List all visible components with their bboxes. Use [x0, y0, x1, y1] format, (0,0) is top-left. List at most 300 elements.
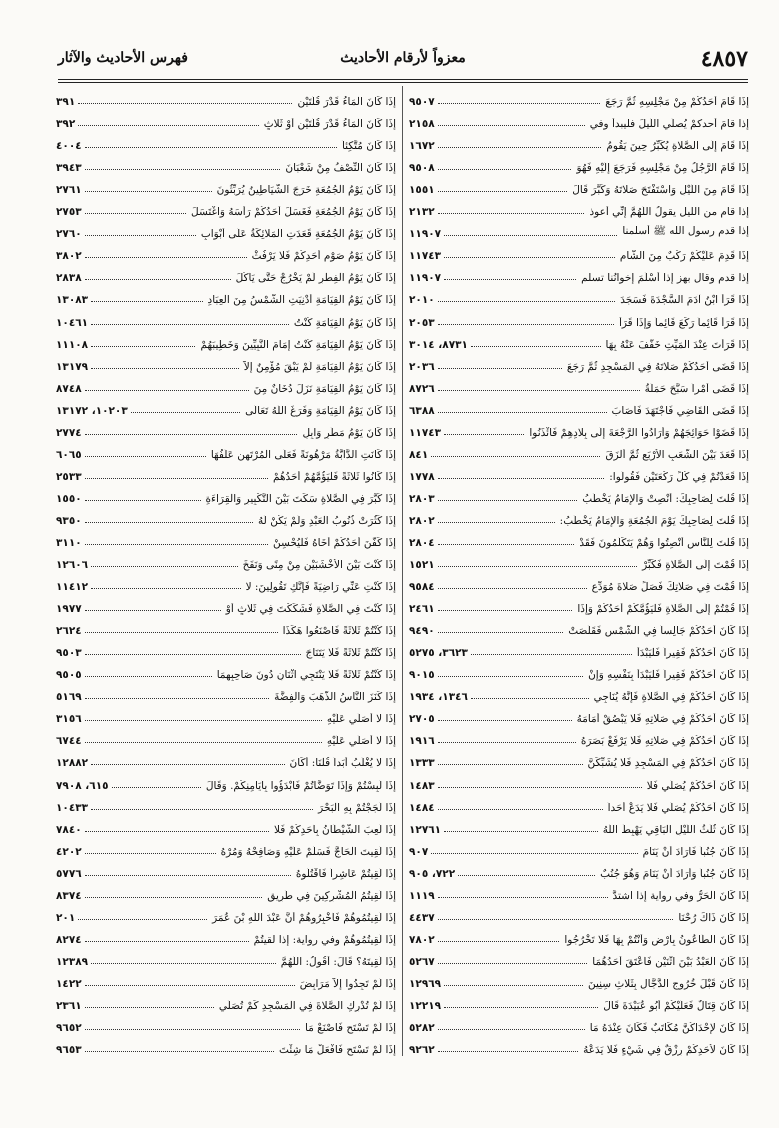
hadith-number: ٧٢٢، ٩٠٥	[409, 867, 456, 880]
index-entry	[56, 682, 396, 704]
hadith-number: ٣٨٠٢	[56, 250, 82, 263]
index-entry	[409, 793, 749, 815]
hadith-number: ٢٠١٠	[409, 294, 435, 307]
index-entry	[409, 925, 749, 947]
hadith-incipit: إِذَا لَقِيتَهُ؟ قَالَ: أَقُولُ: اللَّهُمَّ	[280, 955, 396, 968]
hadith-incipit: إِذَا قُمْتَ فِي صَلاتِكَ فَصَلِّ صَلاةَ مُوَدِّعٍ	[591, 581, 749, 594]
index-entry	[409, 837, 749, 859]
leader-dots	[438, 632, 564, 633]
hadith-incipit: إِذَا كَانَ قَبْلَ خُرُوجِ الدَّجَّالِ بِثَلاثِ سِنِينَ	[587, 977, 749, 990]
index-entry	[409, 903, 749, 925]
index-entry	[409, 881, 749, 903]
hadith-number: ٢٦٢٤	[56, 625, 82, 638]
hadith-incipit: إِذَا كَانَ أَحَدُكُمْ فِي الصَّلاةِ فَإِنَّهُ يُنَاجِي	[593, 691, 749, 704]
index-entry	[56, 1035, 396, 1057]
hadith-number: ١٢٣٨٩	[56, 955, 89, 968]
hadith-number: ٣٩٤٣	[56, 162, 82, 175]
hadith-incipit: إِذَا كُنْتُمْ ثَلاثَةً فَاصْنَعُوا هَكَذَا	[282, 625, 396, 638]
hadith-incipit: إِذَا قَضَى أَحَدُكُمْ صَلاتَهُ فِي الْمَسْجِدِ ثُمَّ رَجَعَ	[566, 360, 749, 373]
leader-dots	[438, 368, 562, 369]
index-entry	[56, 859, 396, 881]
hadith-incipit: إِذَا لَمْ تَجِدُوا إِلاَّ مَرَابِضَ	[299, 977, 396, 990]
hadith-number: ٢٣٦١	[56, 999, 82, 1012]
hadith-incipit: إِذَا لَمْ تَسْتَحِ فَافْعَلْ مَا شِئْتَ	[279, 1044, 396, 1057]
hadith-number: ٩٤٩٠	[409, 625, 435, 638]
leader-dots	[85, 941, 249, 942]
leader-dots	[91, 368, 239, 369]
hadith-number: ٩٣٥٠	[56, 514, 82, 527]
hadith-incipit: إِذَا قَامَ الرَّجُلُ مِنْ مَجْلِسِهِ فَرَجَعَ إِلَيْهِ فَهُوَ	[576, 162, 749, 175]
hadith-incipit: إِذَا كَثُرَتْ ذُنُوبُ الْعَبْدِ وَلَمْ يَكُنْ لَهُ	[258, 514, 396, 527]
hadith-number: ٣٩١	[56, 96, 76, 109]
index-entry	[56, 793, 396, 815]
leader-dots	[78, 125, 259, 126]
leader-dots	[91, 566, 238, 567]
leader-dots	[431, 456, 600, 457]
index-entry	[56, 881, 396, 903]
hadith-incipit: إِذَا لَقِيتَ الْحَاجَّ فَسَلِّمْ عَلَيْهِ وَصَافِحْهُ وَمُرْهُ	[220, 845, 396, 858]
leader-dots	[438, 103, 601, 104]
hadith-number: ٧٨٤٠	[56, 823, 82, 836]
index-entry	[56, 241, 396, 263]
index-entry	[409, 440, 749, 462]
hadith-incipit: إِذَا كَانَ الْحَرُّ وفي رواية إذا اشتدَّ	[612, 889, 749, 902]
hadith-incipit: إِذَا كَانَ ذَاكَ رُحْنَا	[678, 911, 749, 924]
leader-dots	[85, 235, 196, 236]
index-entry	[56, 1013, 396, 1035]
index-entry	[56, 396, 396, 418]
leader-dots	[85, 720, 322, 721]
hadith-incipit: إِذَا كَانَ قِتَالٌ فَعَلَيْكُمْ أَبُو عُبَيْدَةَ قَالَ	[603, 999, 749, 1012]
leader-dots	[85, 213, 186, 214]
hadith-incipit: إِذَا كُنْتَ بَيْنَ الأَخْشَبَيْنِ مِنْ مِنًى وَنَفَخَ	[242, 559, 396, 572]
leader-dots	[438, 213, 585, 214]
leader-dots	[438, 787, 642, 788]
index-entry	[56, 748, 396, 770]
leader-dots	[78, 103, 292, 104]
hadith-number: ٤٢٠٢	[56, 845, 82, 858]
leader-dots	[91, 963, 276, 964]
index-entry	[56, 219, 396, 241]
hadith-incipit: إِذَا قَرَأَ ابْنُ آدَمَ السَّجْدَةَ فَسَجَدَ	[620, 294, 749, 307]
index-entry	[409, 131, 749, 153]
hadith-incipit: إِذَا كَانَ النِّصْفُ مِنْ شَعْبَانَ	[285, 162, 396, 175]
hadith-incipit: إِذَا قُلْتَ لِصَاحِبِكَ: أَنْصِتْ وَالإِمَامُ يَخْطُبُ	[582, 492, 749, 505]
hadith-incipit: إِذَا كَانَ يَوْمُ الْفِطْرِ لَمْ يَخْرُجْ حَتَّى يَأْكُلَ	[235, 272, 396, 285]
leader-dots	[85, 456, 206, 457]
hadith-incipit: إِذَا كَانَ أَحَدُكُمْ فِي صَلاتِهِ فَلا يَرْفَعْ بَصَرَهُ	[580, 735, 749, 748]
hadith-incipit: إِذَا كَانَ أَحَدُكُمْ يُصَلِّي فَلا يَدَعْ أَحَداً	[607, 801, 749, 814]
hadith-number: ١٥٥١	[409, 184, 435, 197]
leader-dots	[85, 500, 201, 501]
index-entry	[56, 175, 396, 197]
hadith-incipit: إِذَا قَعَدْتُمْ فِي كُلِّ رَكْعَتَيْنِ فَقُولُوا:	[609, 470, 749, 483]
leader-dots	[91, 346, 195, 347]
hadith-incipit: إِذَا كَانَ الْمَاءُ قَدْرَ قُلَّتَيْنِ	[297, 96, 396, 109]
leader-dots	[438, 1051, 578, 1052]
hadith-number: ٢١٥٨	[409, 118, 435, 131]
hadith-incipit: إِذَا قُلْتَ لِلنَّاسِ أَنْصِتُوا وَهُمْ يَتَكَلَّمُونَ فَقَدْ	[579, 536, 749, 549]
hadith-incipit: إِذَا قَامَ مِنَ اللَّيْلِ وَاسْتَفْتَحَ صَلاتَهُ وَكَبَّرَ قَالَ	[572, 184, 749, 197]
index-entry	[409, 1013, 749, 1035]
column-divider	[402, 86, 403, 1056]
hadith-incipit: إِذَا لَمْ تُدْرِكِ الصَّلاةَ فِي الْمَسْجِدِ كَمْ تُصَلِّي	[218, 999, 396, 1012]
hadith-incipit: إِذَا قَضَوْا حَوَائِجَهُمْ وَأَرَادُوا الرَّجْعَةَ إِلَى بِلادِهِمْ فَائْذَنُوا	[529, 426, 749, 439]
index-entry	[56, 660, 396, 682]
index-entry	[56, 330, 396, 352]
hadith-number: ١٤٨٣	[409, 779, 435, 792]
hadith-number: ١٥٢١	[409, 559, 435, 572]
index-entry	[56, 263, 396, 285]
leader-dots	[85, 257, 247, 258]
index-entry	[56, 131, 396, 153]
index-entry	[56, 307, 396, 329]
leader-dots	[85, 610, 221, 611]
hadith-number: ٨٧٢٦	[409, 382, 435, 395]
hadith-number: ٥٢٨٢	[409, 1022, 435, 1035]
hadith-incipit: إِذَا كَانَ ثُلُثُ اللَّيْلِ الْبَاقِي يَهْبِطُ اللَّهُ	[602, 823, 749, 836]
hadith-number: ١١٩٠٧	[409, 272, 442, 285]
hadith-number: ٦٣٨٨	[409, 404, 435, 417]
hadith-number: ١٠٤٦١	[56, 316, 89, 329]
leader-dots	[85, 478, 268, 479]
leader-dots	[78, 919, 207, 920]
hadith-number: ١٩٧٧	[56, 603, 82, 616]
hadith-incipit: إِذَا كَانَ يَوْمُ مَطَرٍ وَابِلٍ	[302, 426, 396, 439]
index-entry	[409, 396, 749, 418]
hadith-number: ٨٧٣١، ٣٠١٤	[409, 338, 468, 351]
hadith-number: ٨٧٤٨	[56, 382, 82, 395]
hadith-number: ١٣٤٦، ١٩٣٤	[409, 691, 468, 704]
hadith-number: ٢٧٧٤	[56, 426, 82, 439]
hadith-incipit: إِذَا كَانَ مُتَّكِئاً	[341, 140, 396, 153]
hadith-number: ٥٧٧٦	[56, 867, 82, 880]
index-entry	[56, 837, 396, 859]
leader-dots	[438, 809, 603, 810]
index-entry	[409, 462, 749, 484]
leader-dots	[438, 676, 583, 677]
index-entry	[56, 197, 396, 219]
index-entry	[56, 594, 396, 616]
hadith-number: ١١١٩	[409, 889, 435, 902]
leader-dots	[438, 478, 605, 479]
leader-dots	[444, 235, 617, 236]
hadith-number: ٣٩٢	[56, 118, 76, 131]
hadith-number: ٢٨٠٤	[409, 536, 435, 549]
hadith-number: ١٤٢٢	[56, 977, 82, 990]
hadith-number: ٩٦٥٣	[56, 1044, 82, 1057]
hadith-number: ٦٠٦٥	[56, 448, 82, 461]
leader-dots	[438, 412, 607, 413]
index-entry	[409, 991, 749, 1013]
hadith-number: ٨٣٧٤	[56, 889, 82, 902]
index-entry	[409, 815, 749, 837]
leader-dots	[85, 147, 337, 148]
hadith-number: ٣١٥٦	[56, 713, 82, 726]
index-entry	[409, 307, 749, 329]
leader-dots	[438, 742, 576, 743]
index-entry	[409, 770, 749, 792]
hadith-number: ٩٠٧	[409, 845, 429, 858]
index-entry	[56, 462, 396, 484]
leader-dots	[85, 853, 216, 854]
index-entry	[56, 374, 396, 396]
leader-dots	[85, 390, 249, 391]
leader-dots	[444, 831, 598, 832]
hadith-number: ١٦٧٢	[409, 140, 435, 153]
book-section-title: فهرس الأحاديث والآثار	[58, 50, 188, 66]
hadith-incipit: إذا قدم وقال بهز إذا أسْلَمَ إخوانُنا تسلم	[581, 272, 749, 285]
leader-dots	[91, 324, 289, 325]
hadith-incipit: إِذَا لَقِيتُمْ عَاشِراً فَاقْتُلُوهُ	[295, 867, 396, 880]
index-entry	[409, 594, 749, 616]
hadith-number: ٩٥٠٥	[56, 669, 82, 682]
leader-dots	[438, 522, 555, 523]
hadith-number: ٥٢٦٧	[409, 955, 435, 968]
hadith-number: ١٣٣٣	[409, 757, 435, 770]
hadith-incipit: إِذَا لَقِيتُمُوهُمْ وفي رواية: إذا لقيتُمْ	[253, 933, 396, 946]
hadith-incipit: إِذَا قَرَأَ قَائِماً رَكَعَ قَائِماً وَإِذَا قَرَأَ	[618, 316, 749, 329]
hadith-number: ١١١٠٨	[56, 338, 89, 351]
leader-dots	[438, 610, 573, 611]
index-entry	[409, 1035, 749, 1057]
hadith-incipit: إِذَا قَضَى أَمْراً سَبَّحَ حَمَلَةُ	[644, 382, 749, 395]
hadith-incipit: إِذَا كَانَ جُنُباً وَأَرَادَ أَنْ يَنَامَ وَهُوَ جُنُبٌ	[600, 867, 749, 880]
hadith-number: ١٢٧٦١	[409, 823, 442, 836]
index-entry	[409, 285, 749, 307]
hadith-incipit: إِذَا قَامَ إِلَى الصَّلاةِ يُكَبِّرُ حِينَ يَقُومُ	[606, 140, 749, 153]
index-entry	[409, 197, 749, 219]
index-entry	[409, 638, 749, 660]
hadith-incipit: إِذَا كَفَّنَ أَحَدُكُمْ أَخَاهُ فَلْيُحْسِنْ	[273, 536, 396, 549]
leader-dots	[85, 434, 298, 435]
hadith-incipit: إِذَا كَانَ يَوْمُ الْقِيَامَةِ أُدْنِيَتِ الشَّمْسُ مِنَ الْعِبَادِ	[207, 294, 396, 307]
leader-dots	[438, 897, 608, 898]
leader-dots	[438, 324, 614, 325]
index-entry	[409, 263, 749, 285]
hadith-number: ٩٥٠٧	[409, 96, 435, 109]
hadith-number: ٢٧٠٥	[409, 713, 435, 726]
hadith-incipit: إذا قام من الليل يقولُ اللَّهُمَّ إنِّي أعوذ	[589, 206, 749, 219]
index-entry	[409, 704, 749, 726]
leader-dots	[85, 544, 268, 545]
hadith-incipit: إِذَا كَانَ الْمَاءُ قَدْرَ قُلَّتَيْنِ أَوْ ثَلاثٍ	[263, 118, 396, 131]
index-entry	[409, 572, 749, 594]
hadith-incipit: إِذَا قَعَدَ بَيْنَ الشُّعَبِ الأَرْبَعِ ثُمَّ أَلْزَقَ	[605, 448, 749, 461]
hadith-incipit: إِذَا كَانَتِ الدَّابَّةُ مَرْهُونَةً فَعَلَى الْمُرْتَهِنِ عَلَفُهَا	[210, 448, 396, 461]
hadith-number: ٣١١٠	[56, 536, 82, 549]
hadith-incipit: إِذَا قَضَى الْقَاضِي فَاجْتَهَدَ فَأَصَابَ	[611, 404, 749, 417]
index-entry	[56, 153, 396, 175]
hadith-number: ٩٦٥٢	[56, 1022, 82, 1035]
leader-dots	[444, 257, 615, 258]
hadith-number: ٢٧٦٠	[56, 228, 82, 241]
hadith-incipit: إِذَا كُنْتَ فِي الصَّلاةِ فَشَكَكْتَ فِي ثَلاثٍ أَوْ	[225, 603, 396, 616]
leader-dots	[85, 1029, 300, 1030]
leader-dots	[85, 279, 231, 280]
hadith-incipit: إِذَا كَانَ لإِحْدَاكُنَّ مُكَاتَبٌ فَكَانَ عِنْدَهُ مَا	[589, 1022, 749, 1035]
hadith-incipit: إِذَا قَدِمَ عَلَيْكُمْ رَكْبٌ مِنَ الشَّامِ	[619, 250, 749, 263]
hadith-incipit: إِذَا لَقِيتُمُوهُمْ فَأَخْبِرُوهُمْ أَنَّ عَبْدَ اللَّهِ بْنَ عُمَرَ	[212, 911, 396, 924]
hadith-incipit: إِذَا كَانَ أَحَدُكُمْ فَقِيراً فَلْيَبْدَأْ	[636, 647, 749, 660]
index-entry	[56, 770, 396, 792]
index-column-left	[56, 87, 396, 1057]
index-entry	[409, 616, 749, 638]
hadith-number: ١٢٩٦٩	[409, 977, 442, 990]
leader-dots	[438, 720, 572, 721]
hadith-number: ٩٥٠٨	[409, 162, 435, 175]
index-entry	[56, 947, 396, 969]
hadith-number: ١١٧٤٣	[409, 426, 442, 439]
index-entry	[56, 903, 396, 925]
leader-dots	[85, 654, 301, 655]
hadith-number: ٢٤٦١	[409, 603, 435, 616]
hadith-number: ١١٧٤٣	[409, 250, 442, 263]
leader-dots	[438, 764, 583, 765]
hadith-incipit: إِذَا كُنْتُمْ ثَلاثَةً فَلا يَنْتَجِي اثْنَانِ دُونَ صَاحِبِهِمَا	[216, 669, 396, 682]
leader-dots	[438, 544, 575, 545]
hadith-incipit: إِذَا كَانَ يَوْمُ الْقِيَامَةِ وَفَرَغَ اللَّهُ تَعَالَى	[245, 404, 396, 417]
leader-dots	[438, 125, 585, 126]
hadith-number: ٩٥٠٣	[56, 647, 82, 660]
leader-dots	[85, 1051, 274, 1052]
index-entry	[409, 528, 749, 550]
index-entry	[409, 748, 749, 770]
index-entry	[409, 153, 749, 175]
hadith-number: ٨٤١	[409, 448, 429, 461]
hadith-incipit: إِذَا كَانَ يَوْمُ صَوْمِ أَحَدِكُمْ فَلا يَرْفُثْ	[251, 250, 396, 263]
index-entry	[56, 440, 396, 462]
index-entry	[56, 704, 396, 726]
leader-dots	[85, 1007, 214, 1008]
index-entry	[409, 374, 749, 396]
index-entry	[409, 550, 749, 572]
hadith-incipit: إِذَا لَعِبَ الشَّيْطَانُ بِأَحَدِكُمْ فَلا	[273, 823, 396, 836]
index-entry	[56, 352, 396, 374]
leader-dots	[438, 919, 674, 920]
hadith-incipit: إِذَا لا يُغْلَبُ أَبَداً قُلْنَا: أَكَانَ	[289, 757, 396, 770]
leader-dots	[438, 941, 560, 942]
leader-dots	[438, 390, 640, 391]
index-entry	[56, 87, 396, 109]
leader-dots	[85, 169, 281, 170]
leader-dots	[471, 698, 589, 699]
index-entry	[409, 660, 749, 682]
leader-dots	[91, 764, 284, 765]
leader-dots	[438, 301, 616, 302]
hadith-number: ١٢٢١٩	[409, 999, 442, 1012]
hadith-incipit: إِذَا كَانَ الطَّاعُونُ بِأَرْضٍ وَأَنْتُمْ بِهَا فَلا تَخْرُجُوا	[564, 933, 749, 946]
leader-dots	[438, 147, 602, 148]
index-entry	[409, 726, 749, 748]
leader-dots	[85, 522, 253, 523]
hadith-incipit: إِذَا كَانَ يَوْمُ الْجُمُعَةِ قَعَدَتِ الْمَلائِكَةُ عَلَى أَبْوَابِ	[200, 228, 396, 241]
hadith-number: ٨٢٧٤	[56, 933, 82, 946]
leader-dots	[458, 875, 595, 876]
hadith-incipit: إِذَا كَانَ أَحَدُكُمْ فِي صَلاتِهِ فَلا يَبْصُقْ أَمَامَهُ	[576, 713, 749, 726]
hadith-incipit: إِذَا لَقِيتُمُ الْمُشْرِكِينَ فِي طَرِيقٍ	[267, 889, 396, 902]
hadith-incipit: إِذَا كَانَ يَوْمُ الْقِيَامَةِ كُنْتُ	[293, 316, 396, 329]
leader-dots	[431, 853, 637, 854]
hadith-number: ١٤٨٤	[409, 801, 435, 814]
hadith-number: ٩٥٨٤	[409, 581, 435, 594]
index-entry	[56, 484, 396, 506]
hadith-number: ٢١٣٢	[409, 206, 435, 219]
hadith-number: ١٠٤٣٣	[56, 801, 89, 814]
hadith-incipit: إِذَا قَامَ أَحَدُكُمْ مِنْ مَجْلِسِهِ ثُمَّ رَجَعَ	[605, 96, 749, 109]
hadith-incipit: إِذَا لا أُصَلِّي عَلَيْهِ	[326, 735, 396, 748]
hadith-incipit: إِذَا قُلْتَ لِصَاحِبِكَ يَوْمَ الْجُمُعَةِ وَالإِمَامُ يَخْطُبُ:	[559, 514, 749, 527]
hadith-number: ١٠٢٠٣، ١٣١٧٢	[56, 404, 128, 417]
index-entry	[409, 109, 749, 131]
hadith-incipit: إِذَا كَانَ يَوْمُ الْقِيَامَةِ كُنْتُ إِمَامَ النَّبِيِّينَ وَخَطِيبَهُمْ	[200, 338, 396, 351]
header-rule-thin	[58, 82, 748, 83]
page-number: ٤٨٥٧	[700, 46, 748, 72]
leader-dots	[444, 434, 524, 435]
leader-dots	[112, 787, 201, 788]
hadith-incipit: إِذَا لا أُصَلِّي عَلَيْهِ	[326, 713, 396, 726]
hadith-incipit: إِذَا كَانَ لأَحَدِكُمْ رِزْقٌ فِي شَيْءٍ فَلا يَدَعْهُ	[583, 1044, 749, 1057]
hadith-number: ١٣١٧٩	[56, 360, 89, 373]
index-entry	[409, 87, 749, 109]
hadith-incipit: إذا قامَ أحدكمْ يُصلِّي اللَّيلَ فليبدأْ وفي	[589, 118, 749, 131]
hadith-number: ٥١٦٩	[56, 691, 82, 704]
index-entry	[409, 682, 749, 704]
index-entry	[56, 815, 396, 837]
leader-dots	[444, 1007, 598, 1008]
index-entry	[56, 969, 396, 991]
leader-dots	[471, 346, 601, 347]
leader-dots	[85, 632, 278, 633]
hadith-number: ١٩١٦	[409, 735, 435, 748]
hadith-number: ٢٨٠٣	[409, 492, 435, 505]
hadith-number: ١٧٧٨	[409, 470, 435, 483]
hadith-number: ٧٨٠٢	[409, 933, 435, 946]
leader-dots	[438, 500, 578, 501]
index-entry	[409, 175, 749, 197]
index-entry	[409, 506, 749, 528]
running-title: معزواً لأرقام الأحاديث	[340, 50, 466, 66]
hadith-incipit: إِذَا كَانَ يَوْمُ الْجُمُعَةِ فَغَسَلَ أَحَدُكُمْ رَأْسَهُ وَاغْتَسَلَ	[191, 206, 396, 219]
leader-dots	[85, 985, 295, 986]
index-entry	[409, 418, 749, 440]
hadith-incipit: إذا قدم رسول الله ﷺ أسلمنا	[622, 225, 749, 238]
index-entry	[56, 506, 396, 528]
index-entry	[56, 726, 396, 748]
leader-dots	[444, 985, 583, 986]
index-entry	[409, 219, 749, 241]
index-entry	[409, 330, 749, 352]
index-entry	[56, 418, 396, 440]
hadith-incipit: إِذَا كَانَ أَحَدُكُمْ جَالِساً فِي الشَّمْسِ فَقَلَصَتْ	[568, 625, 749, 638]
index-entry	[409, 859, 749, 881]
leader-dots	[85, 676, 212, 677]
index-entry	[56, 991, 396, 1013]
hadith-number: ٢٨٠٢	[409, 514, 435, 527]
hadith-number: ٢٥٣٣	[56, 470, 82, 483]
hadith-incipit: إِذَا كَانُوا ثَلاثَةً فَلْيَؤُمَّهُمْ أَحَدُهُمْ	[272, 470, 396, 483]
hadith-number: ١٢٨٨٢	[56, 757, 89, 770]
hadith-incipit: إِذَا لَجَجْتُمْ بِهِ الْبَحْرَ	[318, 801, 396, 814]
hadith-number: ٢٧٥٣	[56, 206, 82, 219]
index-entry	[409, 241, 749, 263]
index-entry	[409, 969, 749, 991]
leader-dots	[444, 279, 576, 280]
hadith-incipit: إِذَا كُنْتُمْ ثَلاثَةً فَلا يَتَنَاجَ	[305, 647, 396, 660]
leader-dots	[85, 698, 270, 699]
index-entry	[409, 947, 749, 969]
leader-dots	[438, 588, 587, 589]
